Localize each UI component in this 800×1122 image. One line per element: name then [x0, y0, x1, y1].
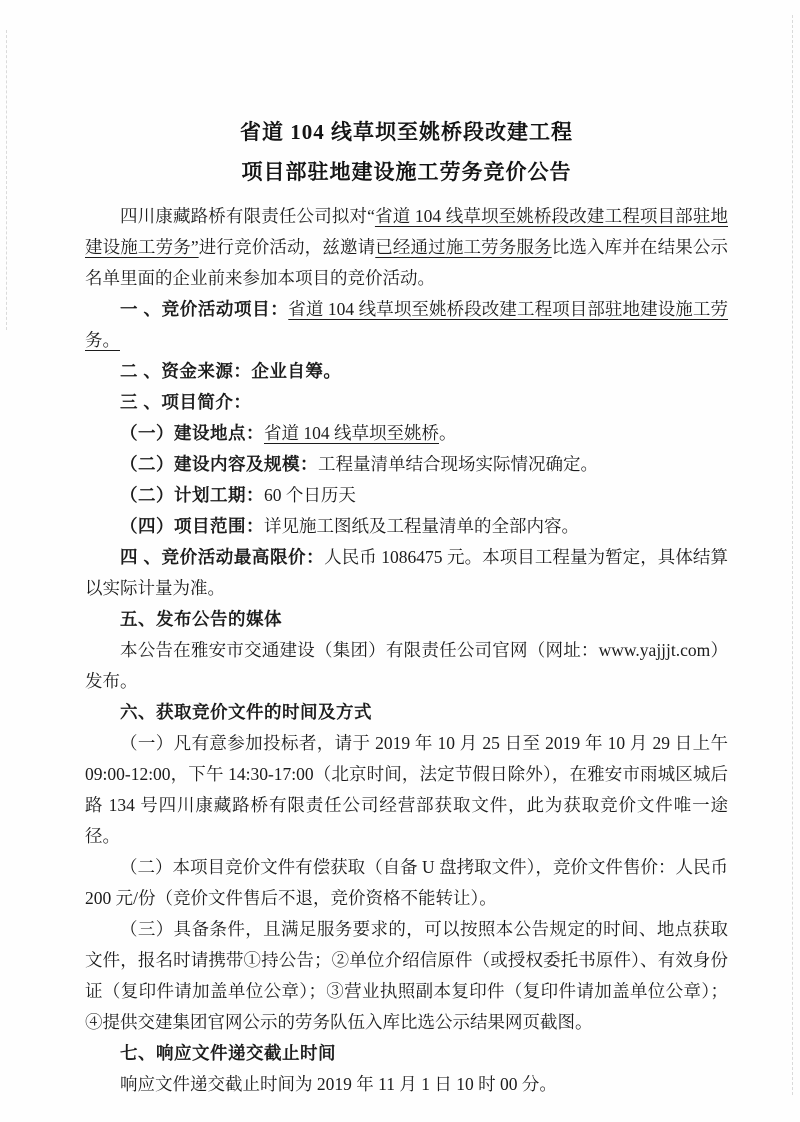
item-3-2-content-scale	[85, 449, 728, 480]
section-4-price-cap	[85, 542, 728, 604]
scan-artifact-right	[792, 15, 793, 1095]
document-title-line1: 省道 104 线草坝至姚桥段改建工程	[240, 120, 573, 144]
text-segment: 60 个日历天	[264, 485, 356, 505]
text-segment: 四川康藏路桥有限责任公司拟对“	[120, 206, 375, 226]
section-5-media-heading	[85, 604, 728, 635]
section-5-media-body	[85, 635, 728, 697]
text-segment: 响应文件递交截止时间为 2019 年 11 月 1 日 10 时 00 分。	[120, 1074, 557, 1094]
heading-text: 五、发布公告的媒体	[120, 609, 282, 629]
document-content	[85, 0, 728, 1100]
heading-text: 六、获取竞价文件的时间及方式	[120, 702, 372, 722]
heading-text: （一）建设地点：	[120, 423, 264, 443]
text-segment: 工程量清单结合现场实际情况确定。	[318, 454, 598, 474]
text-segment: 比选入库并在结果公示名单里面的企业前来参加本项目的竞价活动。	[85, 237, 729, 288]
underlined-text: 省道 104 线草坝至姚桥段改建工程项目部驻地建设施工劳务”	[85, 206, 728, 257]
section-1-bid-project	[85, 294, 728, 356]
section-3-project-overview	[85, 387, 728, 418]
scan-artifact-left	[6, 30, 7, 330]
text-segment: （三）具备条件，且满足服务要求的，可以按照本公告规定的时间、地点获取文件，报名时请携带①持公告；②单位介绍信原件（或授权委托书原件）、有效身份证（复印件请加盖单位公章）；③营业执照副本复印件（复印件请加盖单位公章）；④提供交建集团官网公示的劳务队伍入库比选公示结果网页截图。	[85, 919, 728, 1032]
underlined-text: 省道 104 线草坝至姚桥	[264, 423, 439, 443]
heading-text: 三 、项目简介：	[120, 392, 252, 412]
text-segment: 人民币 1086475 元。本项目工程量为暂定，具体结算以实际计量为准。	[85, 547, 728, 598]
heading-text: （二）计划工期：	[120, 485, 264, 505]
text-segment: （二）本项目竞价文件有偿获取（自备 U 盘拷取文件），竞价文件售价：人民币 200 元/份（竞价文件售后不退，竞价资格不能转让）。	[85, 857, 728, 908]
text-segment: 本公告在雅安市交通建设（集团）有限责任公司官网（网址：www.yajjjt.com）发布。	[85, 640, 728, 691]
item-6-1-obtain-time	[85, 728, 728, 852]
item-6-2-document-fee	[85, 852, 728, 914]
heading-text: 四 、竞价活动最高限价：	[120, 547, 325, 567]
heading-text: 二 、资金来源：企业自筹。	[120, 361, 342, 381]
item-3-3-duration	[85, 480, 728, 511]
section-6-obtain-heading	[85, 697, 728, 728]
heading-text: 一 、竞价活动项目：	[120, 299, 289, 319]
item-6-3-requirements	[85, 914, 728, 1038]
text-segment: （一）凡有意参加投标者，请于 2019 年 10 月 25 日至 2019 年 10 月 29 日上午 09:00-12:00，下午 14:30-17:00（北京时间，法定节假日除外），在雅安市雨城区城后路 134 号四川康藏路桥有限责任公司经营部获取文件，此为获取竞价文件唯一途径。	[85, 733, 728, 846]
text-segment: 进行竞价活动，兹邀请	[198, 237, 376, 257]
text-segment: 。	[439, 423, 457, 443]
heading-text: （四）项目范围：	[120, 516, 264, 536]
underlined-text: 省道 104 线草坝至姚桥段改建工程项目部驻地建设施工劳务。	[85, 299, 728, 350]
document-body	[85, 201, 728, 1100]
item-3-1-location	[85, 418, 728, 449]
heading-text: 七、响应文件递交截止时间	[120, 1043, 336, 1063]
section-7-deadline-body	[85, 1069, 728, 1100]
text-segment: 详见施工图纸及工程量清单的全部内容。	[264, 516, 579, 536]
heading-text: （二）建设内容及规模：	[120, 454, 318, 474]
item-3-4-scope	[85, 511, 728, 542]
document-title-block	[85, 112, 728, 192]
document-title-line2: 项目部驻地建设施工劳务竞价公告	[241, 160, 572, 184]
underlined-text: 已经通过施工劳务服务	[375, 237, 552, 257]
section-2-funding-source	[85, 356, 728, 387]
section-7-deadline-heading	[85, 1038, 728, 1069]
intro-paragraph	[85, 201, 728, 294]
